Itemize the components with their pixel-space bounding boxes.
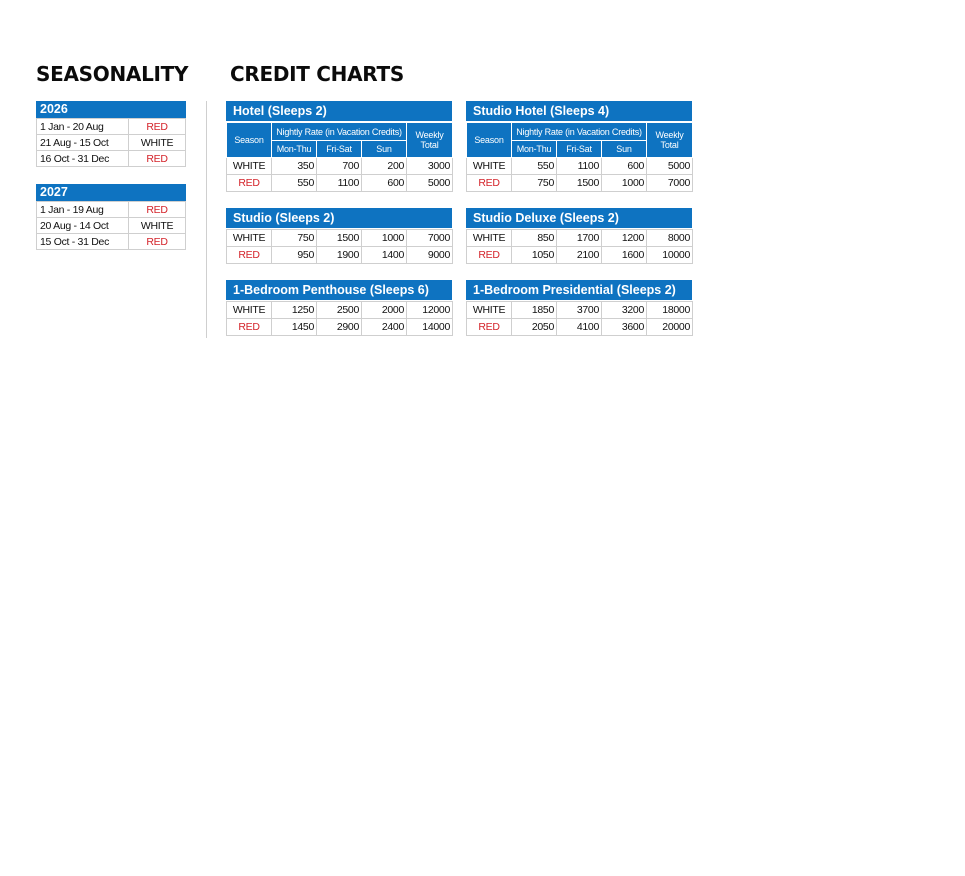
credit-table — [466, 122, 693, 192]
table-row — [37, 202, 186, 218]
sun-cell: 1000 — [362, 230, 407, 247]
fri-sat-cell: 1500 — [317, 230, 362, 247]
table-row — [37, 234, 186, 250]
mon-thu-cell: 550 — [512, 158, 557, 175]
season-cell: WHITE — [467, 230, 512, 247]
weekly-total-cell: 7000 — [647, 175, 693, 192]
fri-sat-cell: 2900 — [317, 319, 362, 336]
season-value: RED — [129, 202, 186, 218]
weekly-total-cell: 5000 — [407, 175, 453, 192]
season-cell: WHITE — [227, 230, 272, 247]
mon-thu-cell: 1050 — [512, 247, 557, 264]
season-cell: RED — [227, 247, 272, 264]
table-row — [37, 135, 186, 151]
mon-thu-cell: 950 — [272, 247, 317, 264]
season-cell: RED — [467, 247, 512, 264]
table-row — [467, 247, 693, 264]
credit-chart-penthouse — [226, 280, 452, 336]
fri-sat-cell: 1900 — [317, 247, 362, 264]
season-cell: RED — [467, 175, 512, 192]
mon-thu-header: Mon-Thu — [512, 141, 557, 158]
credit-table — [466, 229, 693, 264]
season-table — [36, 201, 186, 250]
table-row — [467, 319, 693, 336]
weekly-total-cell: 14000 — [407, 319, 453, 336]
date-range: 1 Jan - 20 Aug — [37, 119, 129, 135]
credit-table — [226, 122, 453, 192]
weekly-total-cell: 3000 — [407, 158, 453, 175]
sun-cell: 600 — [602, 158, 647, 175]
mon-thu-cell: 750 — [272, 230, 317, 247]
date-range: 21 Aug - 15 Oct — [37, 135, 129, 151]
weekly-total-cell: 7000 — [407, 230, 453, 247]
seasonality-2027 — [36, 184, 186, 250]
weekly-total-header: Weekly Total — [407, 123, 453, 158]
sun-cell: 600 — [362, 175, 407, 192]
table-row — [227, 230, 453, 247]
sun-cell: 1600 — [602, 247, 647, 264]
table-row — [467, 230, 693, 247]
season-value: WHITE — [129, 218, 186, 234]
sun-cell: 1200 — [602, 230, 647, 247]
weekly-total-cell: 9000 — [407, 247, 453, 264]
season-value: RED — [129, 234, 186, 250]
sun-header: Sun — [602, 141, 647, 158]
chart-title: Studio Deluxe (Sleeps 2) — [466, 208, 692, 229]
fri-sat-cell: 1100 — [557, 158, 602, 175]
sun-cell: 2000 — [362, 302, 407, 319]
weekly-total-cell: 12000 — [407, 302, 453, 319]
table-row — [467, 175, 693, 192]
fri-sat-cell: 1100 — [317, 175, 362, 192]
table-row — [227, 175, 453, 192]
table-row — [467, 302, 693, 319]
mon-thu-cell: 1250 — [272, 302, 317, 319]
credit-chart-studio-deluxe — [466, 208, 692, 264]
chart-title: Hotel (Sleeps 2) — [226, 101, 452, 122]
mon-thu-cell: 1850 — [512, 302, 557, 319]
fri-sat-cell: 2100 — [557, 247, 602, 264]
mon-thu-cell: 850 — [512, 230, 557, 247]
weekly-total-cell: 10000 — [647, 247, 693, 264]
nightly-rate-header: Nightly Rate (in Vacation Credits) — [512, 123, 647, 141]
date-range: 20 Aug - 14 Oct — [37, 218, 129, 234]
sun-cell: 3200 — [602, 302, 647, 319]
mon-thu-cell: 2050 — [512, 319, 557, 336]
fri-sat-cell: 2500 — [317, 302, 362, 319]
table-row — [37, 151, 186, 167]
table-row — [227, 319, 453, 336]
table-row — [37, 119, 186, 135]
season-cell: RED — [467, 319, 512, 336]
fri-sat-cell: 1500 — [557, 175, 602, 192]
season-cell: RED — [227, 175, 272, 192]
mon-thu-cell: 750 — [512, 175, 557, 192]
chart-title: 1-Bedroom Penthouse (Sleeps 6) — [226, 280, 452, 301]
weekly-total-cell: 5000 — [647, 158, 693, 175]
weekly-total-cell: 20000 — [647, 319, 693, 336]
season-cell: WHITE — [227, 302, 272, 319]
fri-sat-header: Fri-Sat — [317, 141, 362, 158]
season-cell: WHITE — [227, 158, 272, 175]
season-value: RED — [129, 119, 186, 135]
season-year-label: 2027 — [36, 184, 186, 201]
sun-cell: 3600 — [602, 319, 647, 336]
section-divider — [206, 101, 207, 338]
sun-cell: 2400 — [362, 319, 407, 336]
season-cell: WHITE — [467, 302, 512, 319]
date-range: 15 Oct - 31 Dec — [37, 234, 129, 250]
credit-table — [466, 301, 693, 336]
table-row — [467, 158, 693, 175]
credit-chart-studio-hotel — [466, 101, 692, 192]
weekly-total-header: Weekly Total — [647, 123, 693, 158]
season-year-label: 2026 — [36, 101, 186, 118]
credit-chart-presidential — [466, 280, 692, 336]
table-row — [227, 302, 453, 319]
fri-sat-cell: 1700 — [557, 230, 602, 247]
sun-cell: 1400 — [362, 247, 407, 264]
season-table — [36, 118, 186, 167]
table-row — [37, 218, 186, 234]
table-row — [227, 247, 453, 264]
mon-thu-cell: 1450 — [272, 319, 317, 336]
chart-title: Studio Hotel (Sleeps 4) — [466, 101, 692, 122]
season-header: Season — [227, 123, 272, 158]
credit-table — [226, 301, 453, 336]
fri-sat-cell: 4100 — [557, 319, 602, 336]
date-range: 1 Jan - 19 Aug — [37, 202, 129, 218]
mon-thu-header: Mon-Thu — [272, 141, 317, 158]
weekly-total-cell: 18000 — [647, 302, 693, 319]
mon-thu-cell: 350 — [272, 158, 317, 175]
seasonality-heading: SEASONALITY — [36, 62, 189, 86]
season-value: WHITE — [129, 135, 186, 151]
sun-cell: 1000 — [602, 175, 647, 192]
credit-chart-studio — [226, 208, 452, 264]
date-range: 16 Oct - 31 Dec — [37, 151, 129, 167]
credit-charts-heading: CREDIT CHARTS — [230, 62, 404, 86]
chart-title: 1-Bedroom Presidential (Sleeps 2) — [466, 280, 692, 301]
chart-title: Studio (Sleeps 2) — [226, 208, 452, 229]
season-value: RED — [129, 151, 186, 167]
sun-header: Sun — [362, 141, 407, 158]
weekly-total-cell: 8000 — [647, 230, 693, 247]
credit-chart-hotel — [226, 101, 452, 192]
fri-sat-cell: 3700 — [557, 302, 602, 319]
season-cell: RED — [227, 319, 272, 336]
fri-sat-cell: 700 — [317, 158, 362, 175]
fri-sat-header: Fri-Sat — [557, 141, 602, 158]
sun-cell: 200 — [362, 158, 407, 175]
mon-thu-cell: 550 — [272, 175, 317, 192]
nightly-rate-header: Nightly Rate (in Vacation Credits) — [272, 123, 407, 141]
season-header: Season — [467, 123, 512, 158]
table-row — [227, 158, 453, 175]
credit-table — [226, 229, 453, 264]
season-cell: WHITE — [467, 158, 512, 175]
seasonality-2026 — [36, 101, 186, 167]
